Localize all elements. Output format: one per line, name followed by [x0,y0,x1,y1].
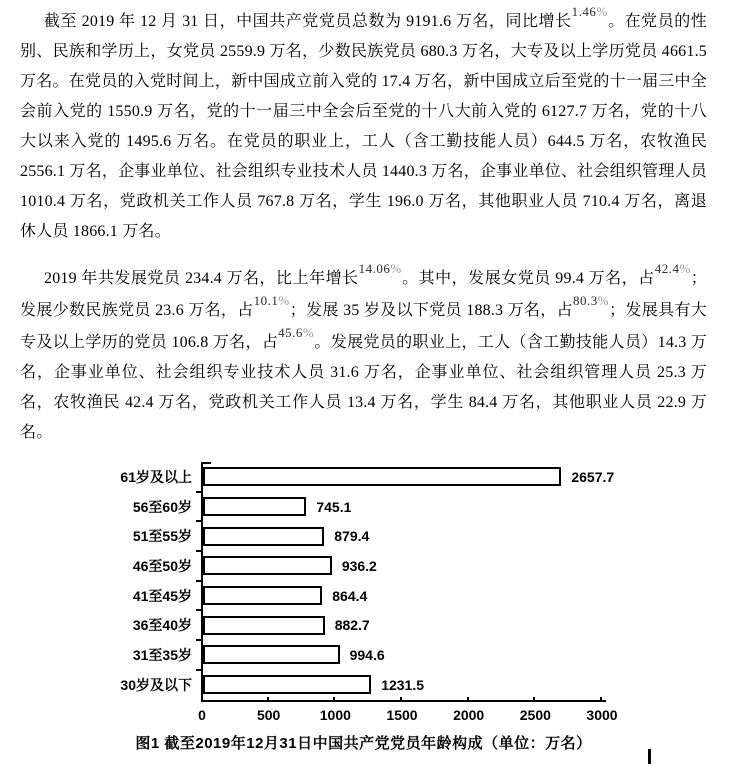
bar-value-label: 1231.5 [381,676,425,693]
x-axis-tick-label: 2000 [453,706,485,723]
chart-row [20,551,707,581]
bar [203,616,325,635]
age-composition-bar-chart [20,462,707,753]
category-label: 56至60岁 [132,498,192,515]
chart-row [20,670,707,700]
bar-track [201,670,707,700]
category-label: 46至50岁 [132,557,192,574]
x-axis-tick-label: 3000 [586,706,618,723]
bar-value-label: 994.6 [349,646,385,663]
percent-sign: % [679,261,691,276]
bar-value-label: 2657.7 [571,468,615,485]
x-axis-tick-label: 0 [198,706,206,723]
bar [203,527,324,546]
bar-value-label: 882.7 [334,617,370,634]
percentage-superscript: 1.46% [571,4,608,19]
document-body [20,5,707,448]
bar-value-label: 864.4 [332,587,368,604]
bar [203,586,322,605]
category-label: 31至35岁 [132,646,192,663]
x-axis-tick-labels [198,702,707,726]
bar [203,645,340,664]
category-label: 61岁及以上 [120,468,192,485]
category-label: 36至40岁 [132,617,192,634]
bar-track [201,521,707,551]
bar [203,497,306,516]
bar-track [201,492,707,522]
bar [203,467,561,486]
bar-value-label: 936.2 [341,557,377,574]
category-label: 41至45岁 [132,587,192,604]
bar-track [201,462,707,492]
percent-sign: % [596,4,608,19]
bar-track [201,581,707,611]
percent-sign: % [278,293,290,308]
bar-value-label: 745.1 [316,498,352,515]
category-label: 30岁及以下 [120,676,192,693]
chart-row [20,610,707,640]
bar [203,675,371,694]
bar-track [201,551,707,581]
percent-sign: % [302,325,315,340]
percentage-superscript: 45.6% [278,325,315,340]
percentage-superscript: 42.4% [654,261,691,276]
percentage-superscript: 80.3% [572,293,610,308]
percentage-superscript: 14.06% [358,261,402,276]
percent-sign: % [597,293,610,308]
x-axis-tick-label: 500 [256,706,281,723]
x-axis-tick-label: 1000 [319,706,351,723]
chart-caption: 图1 截至2019年12月31日中国共产党党员年龄构成（单位：万名） [135,734,592,752]
chart-row [20,462,707,492]
paragraph-membership-totals: 截至 2019 年 12 月 31 日，中国共产党党员总数为 9191.6 万名，同比增长$^{1.46\%}$。在党员的性别、民族和学历上，女党员 2559.9 万名，少数民族党员 680.3 万名，大专及以上学历党员 4661.5 万名。在党员的入党时间上，新中国成立前入党的 17.4 万名，新中国成立后至党的十一届三中全会前入党的 1550.9 万名，党的十一届三中全会后至党的十八大前入党的 6127.7 万名，党的十八大以来入党的 1495.6 万名。在党员的职业上，工人（含工勤技能人员）644.5 万名，农牧渔民 2556.1 万名，企事业单位、社会组织专业技术人员 1440.3 万名，企事业单位、社会组织管理人员 1010.4 万名，党政机关工作人员 767.8 万名，学生 196.0 万名，其他职业人员 710.4 万名，离退休人员 1866.1 万名。 [20,4,707,240]
bar [203,556,332,575]
chart-row [20,492,707,522]
chart-plot-area [20,462,707,700]
text-cursor[interactable] [648,749,651,764]
paragraph-new-members-2019: 2019 年共发展党员 234.4 万名，比上年增长$^{14.06\%}$。其中，发展女党员 99.4 万名，占$^{42.4\%}$；发展少数民族党员 23.6 万名，占$^{10.1\%}$；发展 35 岁及以下党员 188.3 万名，占$^{80.3\%}$；发展具有大专及以上学历的党员 106.8 万名，占$^{45.6\%}$。发展党员的职业上，工人（含工勤技能人员）14.3 万名，企事业单位、社会组织专业技术人员 31.6 万名，企事业单位、社会组织管理人员 25.3 万名，农牧渔民 42.4 万名，党政机关工作人员 13.4 万名，学生 84.4 万名，其他职业人员 22.9 万名。 [20,261,707,441]
x-axis-tick-label: 1500 [386,706,418,723]
bar-track [201,640,707,670]
chart-row [20,581,707,611]
x-axis-tick-label: 2500 [519,706,551,723]
percentage-superscript: 10.1% [253,293,290,308]
chart-row [20,521,707,551]
chart-row [20,640,707,670]
bar-value-label: 879.4 [334,528,370,545]
category-label: 51至55岁 [132,528,192,545]
bar-track [201,610,707,640]
percent-sign: % [390,261,402,276]
